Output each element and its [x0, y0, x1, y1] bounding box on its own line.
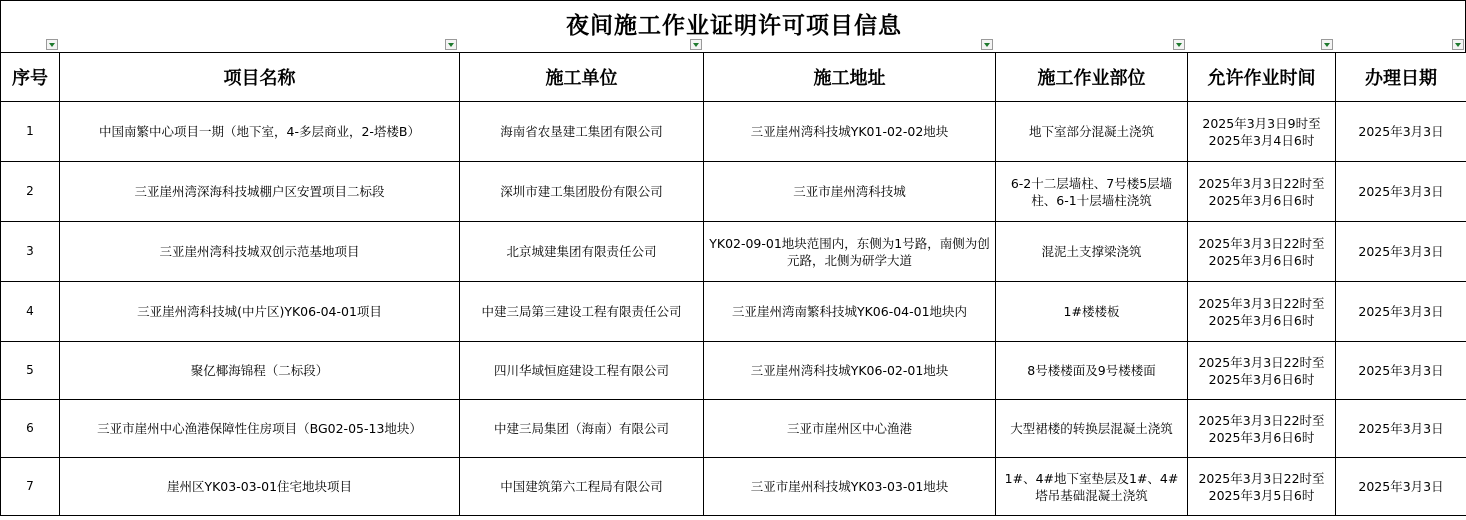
cell-project-name[interactable]: 三亚崖州湾深海科技城棚户区安置项目二标段 [60, 162, 460, 222]
cell-address[interactable]: 三亚崖州湾科技城YK01-02-02地块 [704, 102, 996, 162]
table-row [1, 102, 1466, 162]
cell-project-name[interactable]: 聚亿椰海锦程（二标段） [60, 342, 460, 400]
filter-dropdown-icon-project-name[interactable] [445, 39, 457, 50]
cell-permitted-time[interactable]: 2025年3月3日22时至2025年3月6日6时 [1188, 162, 1336, 222]
cell-work-part[interactable]: 6-2十二层墙柱、7号楼5层墙柱、6-1十层墙柱浇筑 [996, 162, 1188, 222]
filter-dropdown-icon-handle-date[interactable] [1452, 39, 1464, 50]
cell-address[interactable]: 三亚市崖州区中心渔港 [704, 400, 996, 458]
cell-handle-date[interactable]: 2025年3月3日 [1336, 282, 1466, 342]
table-row [1, 458, 1466, 516]
cell-construction-unit[interactable]: 中建三局集团（海南）有限公司 [460, 400, 704, 458]
cell-handle-date[interactable]: 2025年3月3日 [1336, 162, 1466, 222]
cell-handle-date[interactable]: 2025年3月3日 [1336, 222, 1466, 282]
cell-address[interactable]: 三亚崖州湾科技城YK06-02-01地块 [704, 342, 996, 400]
table-row [1, 282, 1466, 342]
header-handle-date[interactable]: 办理日期 [1336, 53, 1466, 102]
cell-construction-unit[interactable]: 北京城建集团有限责任公司 [460, 222, 704, 282]
filter-dropdown-icon-permitted-time[interactable] [1321, 39, 1333, 50]
header-work-part[interactable]: 施工作业部位 [996, 53, 1188, 102]
header-address[interactable]: 施工地址 [704, 53, 996, 102]
cell-index[interactable]: 4 [1, 282, 60, 342]
cell-index[interactable]: 1 [1, 102, 60, 162]
cell-permitted-time[interactable]: 2025年3月3日9时至2025年3月4日6时 [1188, 102, 1336, 162]
cell-construction-unit[interactable]: 中建三局第三建设工程有限责任公司 [460, 282, 704, 342]
table-row [1, 162, 1466, 222]
permit-table [0, 52, 1466, 516]
cell-construction-unit[interactable]: 中国建筑第六工程局有限公司 [460, 458, 704, 516]
cell-address[interactable]: 三亚崖州湾南繁科技城YK06-04-01地块内 [704, 282, 996, 342]
cell-permitted-time[interactable]: 2025年3月3日22时至2025年3月6日6时 [1188, 342, 1336, 400]
cell-construction-unit[interactable]: 四川华域恒庭建设工程有限公司 [460, 342, 704, 400]
cell-permitted-time[interactable]: 2025年3月3日22时至2025年3月6日6时 [1188, 282, 1336, 342]
header-row [1, 53, 1466, 102]
cell-handle-date[interactable]: 2025年3月3日 [1336, 102, 1466, 162]
cell-work-part[interactable]: 8号楼楼面及9号楼楼面 [996, 342, 1188, 400]
cell-handle-date[interactable]: 2025年3月3日 [1336, 458, 1466, 516]
header-permitted-time[interactable]: 允许作业时间 [1188, 53, 1336, 102]
cell-index[interactable]: 7 [1, 458, 60, 516]
cell-construction-unit[interactable]: 深圳市建工集团股份有限公司 [460, 162, 704, 222]
cell-address[interactable]: 三亚市崖州湾科技城 [704, 162, 996, 222]
cell-project-name[interactable]: 中国南繁中心项目一期（地下室，4-多层商业，2-塔楼B） [60, 102, 460, 162]
cell-permitted-time[interactable]: 2025年3月3日22时至2025年3月5日6时 [1188, 458, 1336, 516]
cell-work-part[interactable]: 大型裙楼的转换层混凝土浇筑 [996, 400, 1188, 458]
cell-work-part[interactable]: 地下室部分混凝土浇筑 [996, 102, 1188, 162]
cell-index[interactable]: 3 [1, 222, 60, 282]
cell-work-part[interactable]: 1#楼楼板 [996, 282, 1188, 342]
title-row [0, 0, 1466, 52]
cell-project-name[interactable]: 三亚市崖州中心渔港保障性住房项目（BG02-05-13地块） [60, 400, 460, 458]
table-row [1, 400, 1466, 458]
cell-permitted-time[interactable]: 2025年3月3日22时至2025年3月6日6时 [1188, 400, 1336, 458]
cell-project-name[interactable]: 三亚崖州湾科技城双创示范基地项目 [60, 222, 460, 282]
header-project-name[interactable]: 项目名称 [60, 53, 460, 102]
cell-construction-unit[interactable]: 海南省农垦建工集团有限公司 [460, 102, 704, 162]
cell-work-part[interactable]: 混泥土支撑梁浇筑 [996, 222, 1188, 282]
cell-work-part[interactable]: 1#、4#地下室垫层及1#、4#塔吊基础混凝土浇筑 [996, 458, 1188, 516]
table-row [1, 342, 1466, 400]
cell-handle-date[interactable]: 2025年3月3日 [1336, 342, 1466, 400]
cell-address[interactable]: YK02-09-01地块范围内，东侧为1号路，南侧为创元路，北侧为研学大道 [704, 222, 996, 282]
sheet-title: 夜间施工作业证明许可项目信息 [566, 12, 902, 39]
filter-dropdown-icon-index[interactable] [46, 39, 58, 50]
cell-address[interactable]: 三亚市崖州科技城YK03-03-01地块 [704, 458, 996, 516]
table-row [1, 222, 1466, 282]
cell-permitted-time[interactable]: 2025年3月3日22时至2025年3月6日6时 [1188, 222, 1336, 282]
cell-project-name[interactable]: 崖州区YK03-03-01住宅地块项目 [60, 458, 460, 516]
cell-index[interactable]: 5 [1, 342, 60, 400]
cell-handle-date[interactable]: 2025年3月3日 [1336, 400, 1466, 458]
header-construction-unit[interactable]: 施工单位 [460, 53, 704, 102]
filter-dropdown-icon-construction-unit[interactable] [690, 39, 702, 50]
cell-index[interactable]: 2 [1, 162, 60, 222]
cell-index[interactable]: 6 [1, 400, 60, 458]
header-index[interactable]: 序号 [1, 53, 60, 102]
cell-project-name[interactable]: 三亚崖州湾科技城(中片区)YK06-04-01项目 [60, 282, 460, 342]
filter-dropdown-icon-address[interactable] [981, 39, 993, 50]
filter-dropdown-icon-work-part[interactable] [1173, 39, 1185, 50]
